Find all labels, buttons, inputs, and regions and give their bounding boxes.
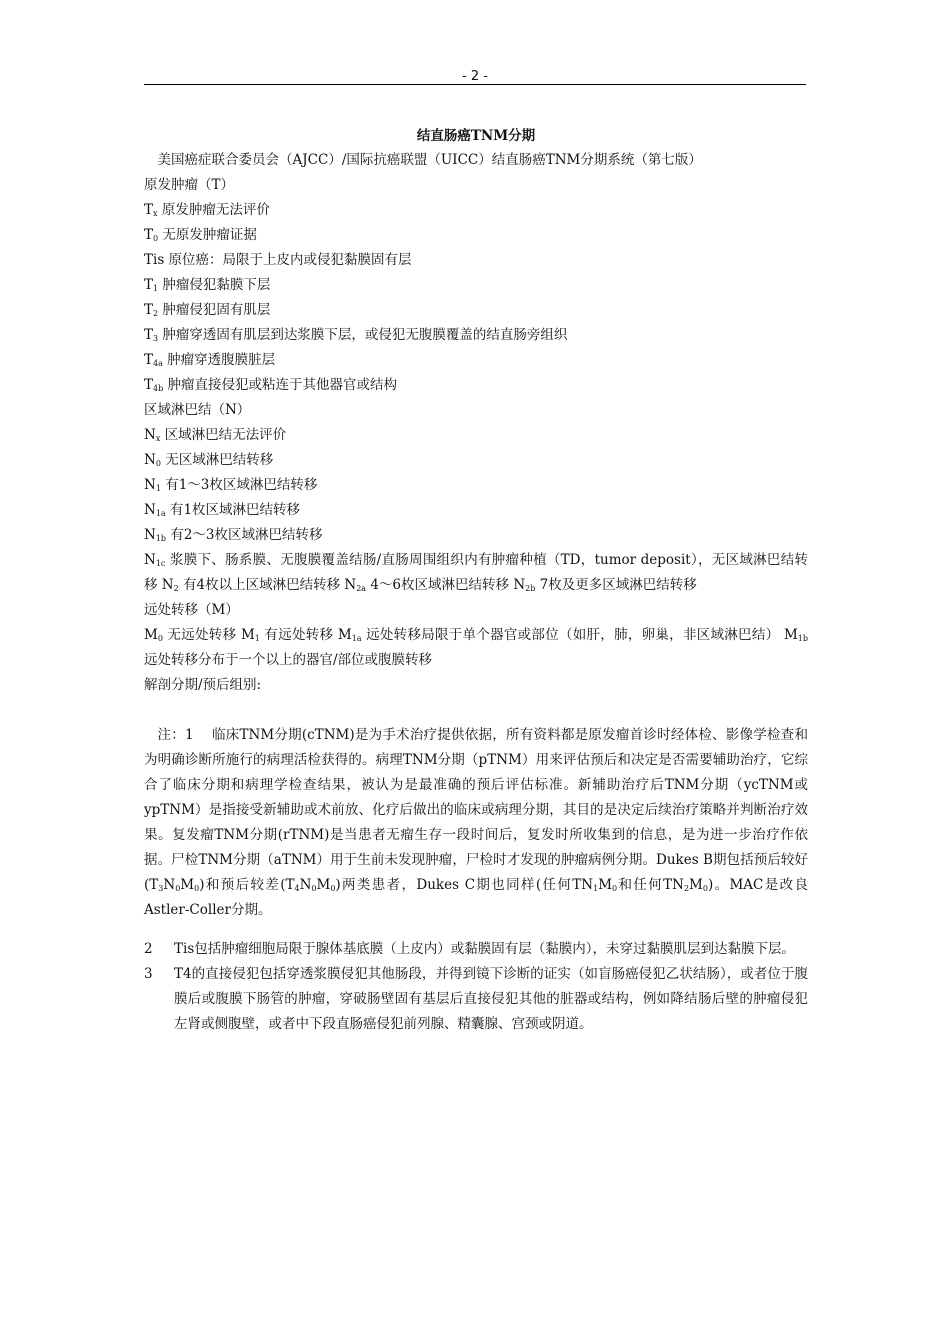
document-title: 结直肠癌TNM分期 xyxy=(416,128,536,144)
document-body xyxy=(144,124,808,1037)
m-category-paragraph xyxy=(144,623,808,673)
subscript: 0 xyxy=(194,884,200,893)
code-subscript: 1c xyxy=(155,559,166,568)
t-category-list xyxy=(144,198,808,398)
m-section-heading: 远处转移（M） xyxy=(144,602,239,618)
definition: 有4枚以上区域淋巴结转移 xyxy=(178,577,345,593)
category-definition: 区域淋巴结无法评价 xyxy=(160,427,287,443)
code: N xyxy=(513,577,526,593)
definition: 浆膜下、肠系膜、无腹膜覆盖结肠/直肠周围组织内有肿瘤种植（TD，tumor deposit），无区域淋巴结转移 xyxy=(144,552,808,593)
document-subtitle: 美国癌症联合委员会（AJCC）/国际抗癌联盟（UICC）结直肠癌TNM分期系统（第七版） xyxy=(157,152,702,168)
code: N xyxy=(344,577,357,593)
t-section-heading: 原发肿瘤（T） xyxy=(144,177,235,193)
code-subscript: 1a xyxy=(351,634,362,643)
definition: 有远处转移 xyxy=(259,627,338,643)
category-code-subscript: 1 xyxy=(155,484,161,493)
definition: 远处转移局限于单个器官或部位（如肝，肺，卵巢，非区域淋巴结） xyxy=(361,627,784,643)
category-definition: 肿瘤穿透腹膜脏层 xyxy=(162,352,276,368)
category-code: T xyxy=(144,352,154,368)
t-category-item xyxy=(144,273,808,298)
category-code-subscript: 1b xyxy=(155,534,167,543)
note-text: Tis包括肿瘤细胞局限于腺体基底膜（上皮内）或黏膜固有层（黏膜内），未穿过黏膜肌层到达黏膜下层。 xyxy=(174,941,795,957)
note-text: M xyxy=(180,877,195,893)
category-code: T xyxy=(144,227,154,243)
category-code: T xyxy=(144,277,154,293)
category-code: N xyxy=(144,502,156,518)
code: M xyxy=(783,627,798,643)
note-text: 和任何TN xyxy=(617,877,684,893)
code: M xyxy=(337,627,352,643)
note-list xyxy=(144,937,808,1037)
code-subscript: 0 xyxy=(157,634,163,643)
code: N xyxy=(161,577,174,593)
note-1 xyxy=(144,723,808,923)
category-definition: 原位癌：局限于上皮内或侵犯黏膜固有层 xyxy=(164,252,412,268)
note-text: )。MAC是改良Astler-Coller分期。 xyxy=(144,877,808,918)
subscript: 4 xyxy=(294,884,300,893)
category-code: N xyxy=(144,477,156,493)
note-text: M xyxy=(316,877,331,893)
category-code-subscript: x xyxy=(155,434,161,443)
category-code-subscript: 0 xyxy=(155,459,161,468)
t-category-item xyxy=(144,248,808,273)
definition: 7枚及更多区域淋巴结转移 xyxy=(535,577,697,593)
n-category-item xyxy=(144,473,808,498)
t-category-item xyxy=(144,298,808,323)
subscript: 0 xyxy=(175,884,181,893)
header-divider xyxy=(144,84,806,85)
category-code: N xyxy=(144,452,156,468)
category-code-subscript: 1a xyxy=(155,509,166,518)
note-text: 注：1 临床TNM分期(cTNM)是为手术治疗提供依据，所有资料都是原发瘤首诊时经体检、影像学检查和为明确诊断所施行的病理活检获得的。病理TNM分期（pTNM）用来评估预后和决定是否需要辅助治疗，它综合了临床分期和病理学检查结果，被认为是最准确的预后评估标准。新辅助治疗后TNM分期（ycTNM或ypTNM）是指接受新辅助或术前放、化疗后做出的临床或病理分期，其目的是决定后续治疗策略并判断治疗效果。复发瘤TNM分期(rTNM)是当患者无瘤生存一段时间后，复发时所收集到的信息，是为进一步治疗作依据。尸检TNM分期（aTNM）用于生前未发现肿瘤，尸检时才发现的肿瘤病例分期。Dukes B期包括预后较好(T xyxy=(144,727,808,893)
code: M xyxy=(144,627,158,643)
t-category-item xyxy=(144,223,808,248)
category-code-subscript: x xyxy=(153,209,158,218)
n1c-n2-paragraph xyxy=(144,548,808,598)
category-code: T xyxy=(144,302,154,318)
subscript: 1 xyxy=(593,884,599,893)
category-code: T xyxy=(144,202,154,218)
category-code-subscript: 2 xyxy=(153,309,159,318)
subscript: 0 xyxy=(311,884,317,893)
note-text: )两类患者，Dukes C期也同样(任何TN xyxy=(335,877,594,893)
category-definition: 肿瘤穿透固有肌层到达浆膜下层，或侵犯无腹膜覆盖的结直肠旁组织 xyxy=(158,327,568,343)
note-text: M xyxy=(689,877,703,893)
category-definition: 无区域淋巴结转移 xyxy=(160,452,274,468)
subscript: 0 xyxy=(612,884,618,893)
category-definition: 原发肿瘤无法评价 xyxy=(157,202,270,218)
note-text: N xyxy=(299,877,312,893)
t-category-item xyxy=(144,348,808,373)
code-subscript: 2b xyxy=(525,584,536,593)
category-definition: 肿瘤侵犯固有肌层 xyxy=(158,302,271,318)
note-number: 2 xyxy=(144,941,153,957)
category-code: T xyxy=(144,377,154,393)
note-text: T4的直接侵犯包括穿透浆膜侵犯其他肠段，并得到镜下诊断的证实（如盲肠癌侵犯乙状结肠），或者位于腹膜后或腹膜下肠管的肿瘤，穿破肠壁固有基层后直接侵犯其他的脏器或结构，例如降结肠后壁的肿瘤侵犯左肾或侧腹壁，或者中下段直肠癌侵犯前列腺、精囊腺、宫颈或阴道。 xyxy=(174,966,808,1032)
note-text: N xyxy=(163,877,176,893)
n-category-item xyxy=(144,523,808,548)
n-category-list xyxy=(144,423,808,548)
category-definition: 有1枚区域淋巴结转移 xyxy=(165,502,301,518)
code-subscript: 2 xyxy=(173,584,179,593)
subscript: 0 xyxy=(330,884,336,893)
t-category-item xyxy=(144,323,808,348)
category-definition: 肿瘤直接侵犯或粘连于其他器官或结构 xyxy=(163,377,398,393)
blank-line xyxy=(144,698,808,723)
category-code-subscript: 1 xyxy=(153,284,159,293)
stage-heading: 解剖分期/预后组别: xyxy=(144,677,262,693)
subscript: 2 xyxy=(683,884,690,893)
subscript: 3 xyxy=(158,884,164,893)
category-definition: 肿瘤侵犯黏膜下层 xyxy=(158,277,271,293)
category-code: T xyxy=(144,327,154,343)
category-code-subscript: 3 xyxy=(153,334,159,343)
note-number: 3 xyxy=(144,966,153,982)
code-subscript: 1b xyxy=(797,634,808,643)
definition: 4～6枚区域淋巴结转移 xyxy=(366,577,514,593)
definition: 远处转移分布于一个以上的器官/部位或腹膜转移 xyxy=(144,652,433,668)
category-definition: 有1～3枚区域淋巴结转移 xyxy=(160,477,318,493)
t-category-item xyxy=(144,198,808,223)
n-category-item xyxy=(144,423,808,448)
category-code-subscript: 0 xyxy=(153,234,159,243)
n-section-heading: 区域淋巴结（N） xyxy=(144,402,251,418)
t-category-item xyxy=(144,373,808,398)
n-category-item xyxy=(144,448,808,473)
n-category-item xyxy=(144,498,808,523)
code-subscript: 2a xyxy=(356,584,367,593)
note-item xyxy=(144,962,808,1037)
category-code-subscript: 4a xyxy=(153,359,163,368)
code: M xyxy=(240,627,255,643)
code-subscript: 1 xyxy=(254,634,260,643)
category-definition: 有2～3枚区域淋巴结转移 xyxy=(166,527,323,543)
note-item xyxy=(144,937,808,962)
category-code: N xyxy=(144,427,156,443)
category-code-subscript: 4b xyxy=(153,384,164,393)
category-code: Tis xyxy=(144,252,165,268)
code: N xyxy=(144,552,156,568)
note-text: M xyxy=(598,877,613,893)
category-definition: 无原发肿瘤证据 xyxy=(158,227,257,243)
category-code: N xyxy=(144,527,156,543)
definition: 无远处转移 xyxy=(162,627,241,643)
subscript: 0 xyxy=(702,884,708,893)
note-text: )和预后较差(T xyxy=(199,877,295,893)
page-number: - 2 - xyxy=(462,69,488,84)
